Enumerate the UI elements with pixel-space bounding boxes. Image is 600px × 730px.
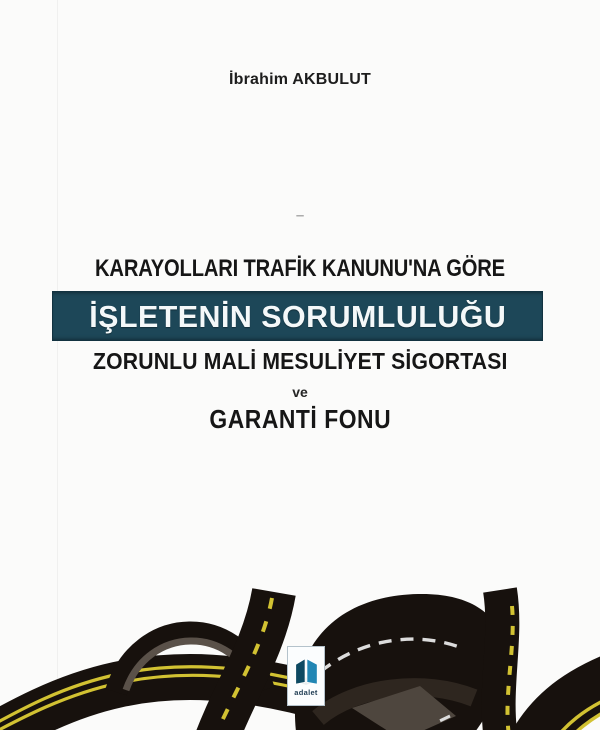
title-line-1 bbox=[0, 257, 600, 281]
title-banner bbox=[52, 291, 543, 341]
title-line-3-text: GARANTİ FONU bbox=[209, 404, 391, 434]
title-banner-text: İŞLETENİN SORUMLULUĞU bbox=[88, 298, 507, 334]
title-line-3 bbox=[0, 406, 600, 432]
open-book-icon bbox=[292, 655, 320, 687]
author-name: İbrahim AKBULUT bbox=[229, 71, 371, 88]
title-line-2-text: ZORUNLU MALİ MESULİYET SİGORTASI bbox=[92, 348, 508, 374]
title-line-2 bbox=[0, 350, 600, 373]
publisher-name: adalet bbox=[294, 688, 318, 698]
title-line-1-text: KARAYOLLARI TRAFİK KANUNU'NA GÖRE bbox=[95, 255, 505, 282]
publisher-logo bbox=[287, 646, 325, 706]
separator-dash: – bbox=[295, 207, 305, 224]
conjunction-ve: ve bbox=[292, 384, 308, 400]
